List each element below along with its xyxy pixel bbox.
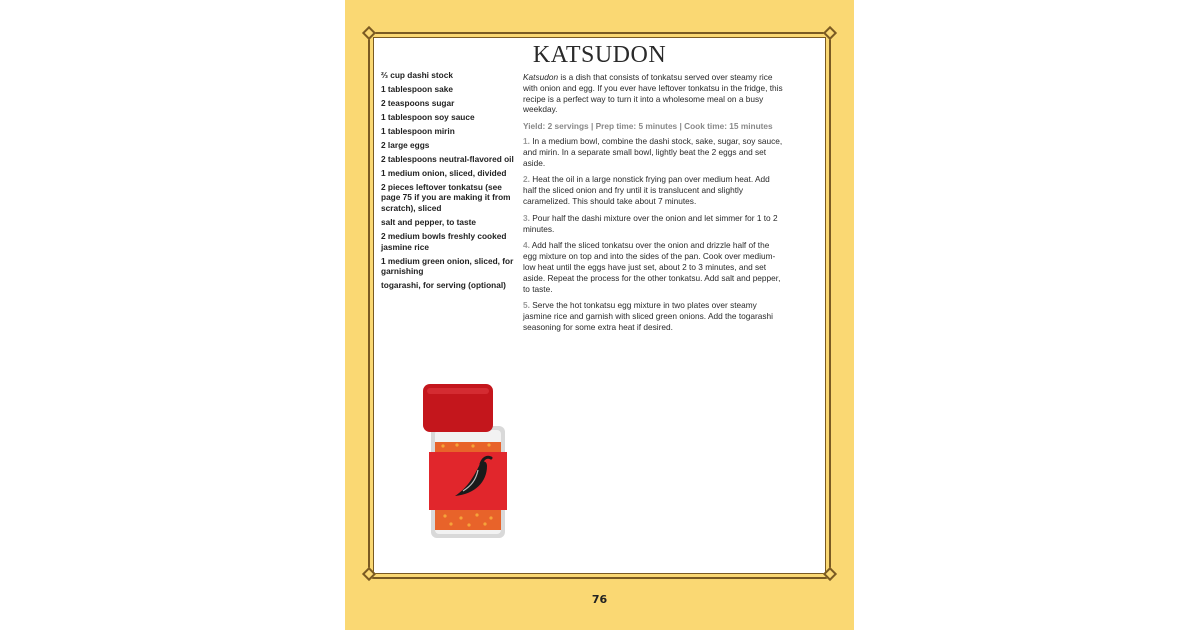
- ingredient-item: 2 medium bowls freshly cooked jasmine rice: [381, 231, 507, 252]
- ingredient-item: togarashi, for serving (optional): [381, 280, 506, 291]
- ingredient-item: 2 tablespoons neutral-flavored oil: [381, 153, 514, 164]
- step-number: 2.: [523, 174, 530, 185]
- step-number: 4.: [523, 240, 530, 251]
- dish-name-italic: Katsudon: [523, 72, 559, 82]
- step: [523, 174, 785, 206]
- ingredient-item: ⅔ cup dashi stock: [381, 70, 453, 80]
- ingredient-item: 1 tablespoon mirin: [381, 125, 455, 136]
- ingredient-item: 1 tablespoon sake: [381, 83, 453, 94]
- intro-text: is a dish that consists of tonkatsu served over steamy rice with onion and egg. If you ever have leftover tonkatsu in the fridge, this recipe is a perfect way to turn it into a wholesome meal on a busy weekday.: [523, 72, 783, 115]
- ingredient-item: 2 pieces leftover tonkatsu (see page 75 if you are making it from scratch), sliced: [381, 181, 511, 214]
- step-text: Pour half the dashi mixture over the onion and let simmer for 1 to 2 minutes.: [523, 212, 778, 234]
- ingredient-item: salt and pepper, to taste: [381, 217, 476, 228]
- step-text: In a medium bowl, combine the dashi stock, sake, sugar, soy sauce, and mirin. In a separate small bowl, lightly beat the 2 eggs and set aside.: [523, 135, 783, 168]
- step-number: 5.: [523, 300, 530, 311]
- step: [523, 136, 785, 168]
- spice-jar-chili-icon: [421, 382, 515, 542]
- ingredient-item: 1 medium onion, sliced, divided: [381, 167, 507, 178]
- step: [523, 213, 785, 235]
- recipe-intro: [523, 72, 785, 115]
- step: [523, 300, 785, 332]
- recipe-body: [523, 72, 785, 339]
- step-text: Heat the oil in a large nonstick frying pan over medium heat. Add half the sliced onion and fry until it is translucent and slightly caramelized. This should take about 7 minutes.: [523, 174, 770, 206]
- recipe-meta: Yield: 2 servings | Prep time: 5 minutes | Cook time: 15 minutes: [523, 121, 773, 132]
- step-text: Serve the hot tonkatsu egg mixture in two plates over steamy jasmine rice and garnish with sliced green onions. Add the togarashi seasoning for some extra heat if desired.: [523, 300, 773, 332]
- step: [523, 240, 785, 294]
- ingredient-list: [381, 70, 516, 294]
- ingredient-item: 1 medium green onion, sliced, for garnishing: [381, 255, 514, 277]
- ingredient-item: 2 teaspoons sugar: [381, 97, 455, 108]
- step-number: 1.: [523, 135, 530, 146]
- ingredient-item: 2 large eggs: [381, 139, 430, 150]
- page-number: 76: [591, 593, 608, 606]
- step-text: Add half the sliced tonkatsu over the onion and drizzle half of the egg mixture on top and into the sides of the pan. Cook over medium-low heat until the eggs have just set, about 2 to 3 minutes, and set aside. Repeat the process for the other tonkatsu. Add salt and pepper, to taste.: [523, 240, 781, 294]
- step-number: 3.: [523, 212, 530, 223]
- recipe-title: KATSUDON: [532, 42, 667, 68]
- ingredient-item: 1 tablespoon soy sauce: [381, 111, 475, 122]
- cookbook-page: [345, 0, 854, 630]
